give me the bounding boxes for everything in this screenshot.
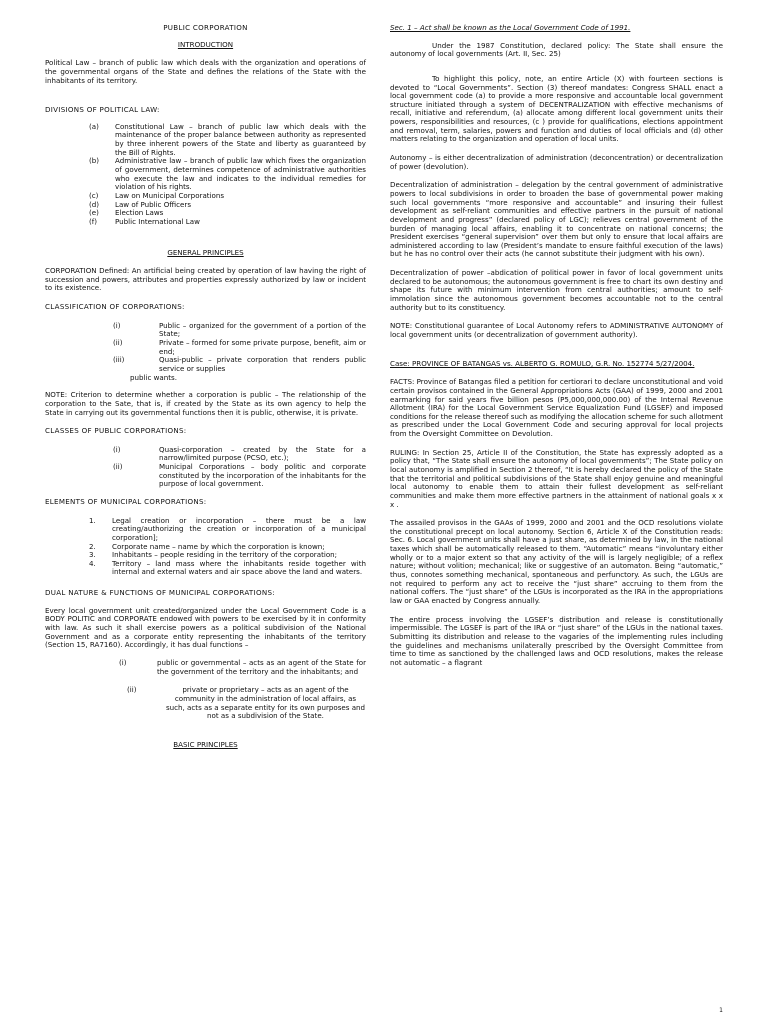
classification-tail: public wants. xyxy=(130,372,177,382)
list-item: 1. Legal creation or incorporation – there must be a law creating/authorizing the creation or incorporation of a municipal corporation]; xyxy=(89,515,366,542)
classification-heading: CLASSIFICATION OF CORPORATIONS: xyxy=(45,302,185,312)
autonomy-definition: Autonomy – is either decentralization of administration (deconcentration) or decentralization of power (devolution). xyxy=(390,153,723,171)
political-law-definition: Political Law – branch of public law which deals with the organization and operations of the governmental organs of the State and defines the relations of the State with the inhabitants of its territory. xyxy=(45,58,366,85)
list-item: (a) Constitutional Law – branch of public law which deals with the maintenance of the proper balance between authority as represented by three inherent powers of the State and liberty as guaranteed by the Bill of Rights. xyxy=(89,121,366,157)
decentralization-power: Decentralization of power –abdication of political power in favor of local government units declared to be autonomous; the autonomous government is free to chart its own destiny and shape its future with minimum intervention from central authorities; amount to self-immolation since the autonomous government becomes accountable not to the central authority but to its constituency. xyxy=(390,268,723,312)
list-item: (ii) private or proprietary – acts as an agent of the community in the administration of local affairs, as such, acts as a separate entity for its own purposes and not as a subdivision of the State. xyxy=(127,685,366,721)
case-heading: Case: PROVINCE OF BATANGAS vs. ALBERTO G. ROMULO, G.R. No. 152774 5/27/2004. xyxy=(390,358,695,368)
classes-list xyxy=(45,446,366,489)
article-x-paragraph: To highlight this policy, note, an entire Article (X) with fourteen sections is devoted to “Local Governments”. Section (3) thereof mandates: Congress SHALL enact a local government code (a) to provide a more responsive and accountable local government structure initiated through a system of DECENTRALIZATION with effective mechanisms of recall, initiative and referendum, (a) allocate among different local government units their powers, responsibilities and resources, (c ) provide for qualifications, elections appointment and removal, term, salaries, powers and function and duties of local officials and (d) other matters relating to the organization and operation of local units. xyxy=(390,73,723,144)
list-item: (f) Public International Law xyxy=(89,216,200,226)
list-item: (b) Administrative law – branch of public law which fixes the organization of government, determines competence of administrative authorities who execute the law and indicates to the individual remedies for violation of his rights. xyxy=(89,156,366,192)
local-autonomy-note: NOTE: Constitutional guarantee of Local Autonomy refers to ADMINISTRATIVE AUTONOMY of local government units (or decentralization of government authority). xyxy=(390,321,723,339)
divisions-list xyxy=(45,123,366,227)
basic-principles-heading: BASIC PRINCIPLES xyxy=(173,739,238,749)
list-item: (i) public or governmental – acts as an agent of the State for the government of the territory and the inhabitants; and xyxy=(119,657,366,676)
list-item: (ii) Private – formed for some private purpose, benefit, aim or end; xyxy=(113,338,366,356)
criterion-note: NOTE: Criterion to determine whether a corporation is public – The relationship of the corporation to the Sate, that is, if created by the State as its own agency to help the State in carrying out its governmental functions then it is public, otherwise, it is private. xyxy=(45,390,366,417)
list-item: (c) Law on Municipal Corporations xyxy=(89,190,225,200)
dual-functions-list xyxy=(45,659,366,721)
section-1-heading: Sec. 1 – Act shall be known as the Local Government Code of 1991. xyxy=(390,23,631,32)
corporation-definition: CORPORATION Defined: An artificial being created by operation of law having the right of succession and powers, attributes and properties expressly authorized by law or incident to its existence. xyxy=(45,266,366,293)
list-item: (iii) Quasi-public – private corporation that renders public service or supplies xyxy=(113,355,366,373)
elements-list xyxy=(45,517,366,577)
right-column xyxy=(390,24,723,667)
list-item: (d) Law of Public Officers xyxy=(89,199,192,209)
list-item: 2. Corporate name – name by which the corporation is known; xyxy=(89,541,325,551)
assailed-provisos-paragraph: The assailed provisos in the GAAs of 1999, 2000 and 2001 and the OCD resolutions violate the constitutional precept on local autonomy. Section 6, Article X of the Constitution reads: Sec. 6. Local government units shall have a just share, as determined by law, in the national taxes which shall be automatically released to them. “Automatic” means “involuntary either wholly or to a major extent so that any activity of the will is largely negligible; of a reflex nature; without volition; mechanical; like or suggestive of an automaton. Being “automatic,” thus, connotes something mechanical, spontaneous and perfunctory. As such, the LGUs are not required to perform any act to receive the “just share” accruing to them from the national coffers. The “just share” of the LGUs is incorporated as the IRA in the appropriations law or GAA enacted by Congress annually. xyxy=(390,518,723,605)
dual-nature-text: Every local government unit created/organized under the Local Government Code is a BODY POLITIC and CORPORATE endowed with powers to be exercised by it in conformity with law. As such it shall exercise powers as a political subdivision of the National Government and as a corporate entity representing the inhabitants of the territory (Section 15, RA7160). Accordingly, it has dual functions – xyxy=(45,605,366,650)
list-item: (i) Quasi-corporation – created by the State for a narrow/limited purpose (PCSO, etc.); xyxy=(113,444,366,463)
classes-heading: CLASSES OF PUBLIC CORPORATIONS: xyxy=(45,426,187,436)
dual-nature-heading: DUAL NATURE & FUNCTIONS OF MUNICIPAL CORPORATIONS: xyxy=(45,588,275,598)
list-item: 4. Territory – land mass where the inhabitants reside together with internal and external waters and air space above the land and waters. xyxy=(89,558,366,577)
elements-heading: ELEMENTS OF MUNICIPAL CORPORATIONS: xyxy=(45,496,207,506)
case-facts: FACTS: Province of Batangas filed a petition for certiorari to declare unconstitutional and void certain provisos contained in the General Appropriations Acts (GAA) of 1999, 2000 and 2001 earmarking for said years five billion pesos (P5,000,000,000.00) of the Internal Revenue Allotment (IRA) for the Local Government Service Equalization Fund (LGSEF) and imposed conditions for the release thereof such as modifying the allocation scheme for such allotment as prescribed under the Local Government Code and securing approval for local projects from the Oversight Committee on Devolution. xyxy=(390,377,723,439)
lgsef-paragraph: The entire process involving the LGSEF’s distribution and release is constitutionally impermissible. The LGSEF is part of the IRA or “just share” of the LGUs in the national taxes. Submitting its distribution and release to the vagaries of the implementing rules including the guidelines and mechanisms unilaterally prescribed by the Oversight Committee from time to time as sanctioned by the challenged laws and OCD resolutions, makes the release not automatic – a flagrant xyxy=(390,614,723,667)
case-ruling: RULING: In Section 25, Article II of the Constitution, the State has expressly adopted as a policy that, “The State shall ensure the autonomy of local governments”; The State policy on local autonomy is amplified in Section 2 thereof, “It is hereby declared the policy of the State that the territorial and political subdivisions of the State shall enjoy genuine and meaningful local autonomy to enable them to attain their fullest development as self-reliant communities and make them more effective partners in the attainment of national goals x x x . xyxy=(390,447,723,509)
list-item: 3. Inhabitants – people residing in the territory of the corporation; xyxy=(89,550,338,560)
introduction-heading: INTRODUCTION xyxy=(177,39,234,49)
list-item: (i) Public – organized for the government of a portion of the State; xyxy=(113,320,366,339)
general-principles-heading: GENERAL PRINCIPLES xyxy=(167,247,244,257)
constitution-policy: Under the 1987 Constitution, declared policy: The State shall ensure the autonomy of local governments (Art. II, Sec. 25) xyxy=(390,40,723,59)
divisions-heading: DIVISIONS OF POLITICAL LAW: xyxy=(45,105,160,115)
page-number: 1 xyxy=(719,1006,723,1014)
decentralization-administration: Decentralization of administration – delegation by the central government of administrative powers to local subdivisions in order to broaden the base of governmental power making such local governments “more responsive and accountable” and insuring their fullest development as self-reliant communities and effective partners in the pursuit of national development and progress” (declared policy of LGC); relieves central government of the burden of managing local affairs, enabling it to concentrate on national concerns; the President exercises “general supervision” over them but only to ensure that local affairs are administered according to law (President’s mandate to ensure faithful execution of the laws) but he has no control over their acts (he cannot substitute their judgment with his own). xyxy=(390,180,723,259)
list-item: (e) Election Laws xyxy=(89,208,164,218)
left-column xyxy=(45,24,366,749)
document-title: PUBLIC CORPORATION xyxy=(163,23,248,32)
list-item: (ii) Municipal Corporations – body politic and corporate constituted by the incorporation of the inhabitants for the purpose of local government. xyxy=(113,462,366,489)
classification-list xyxy=(45,322,366,382)
